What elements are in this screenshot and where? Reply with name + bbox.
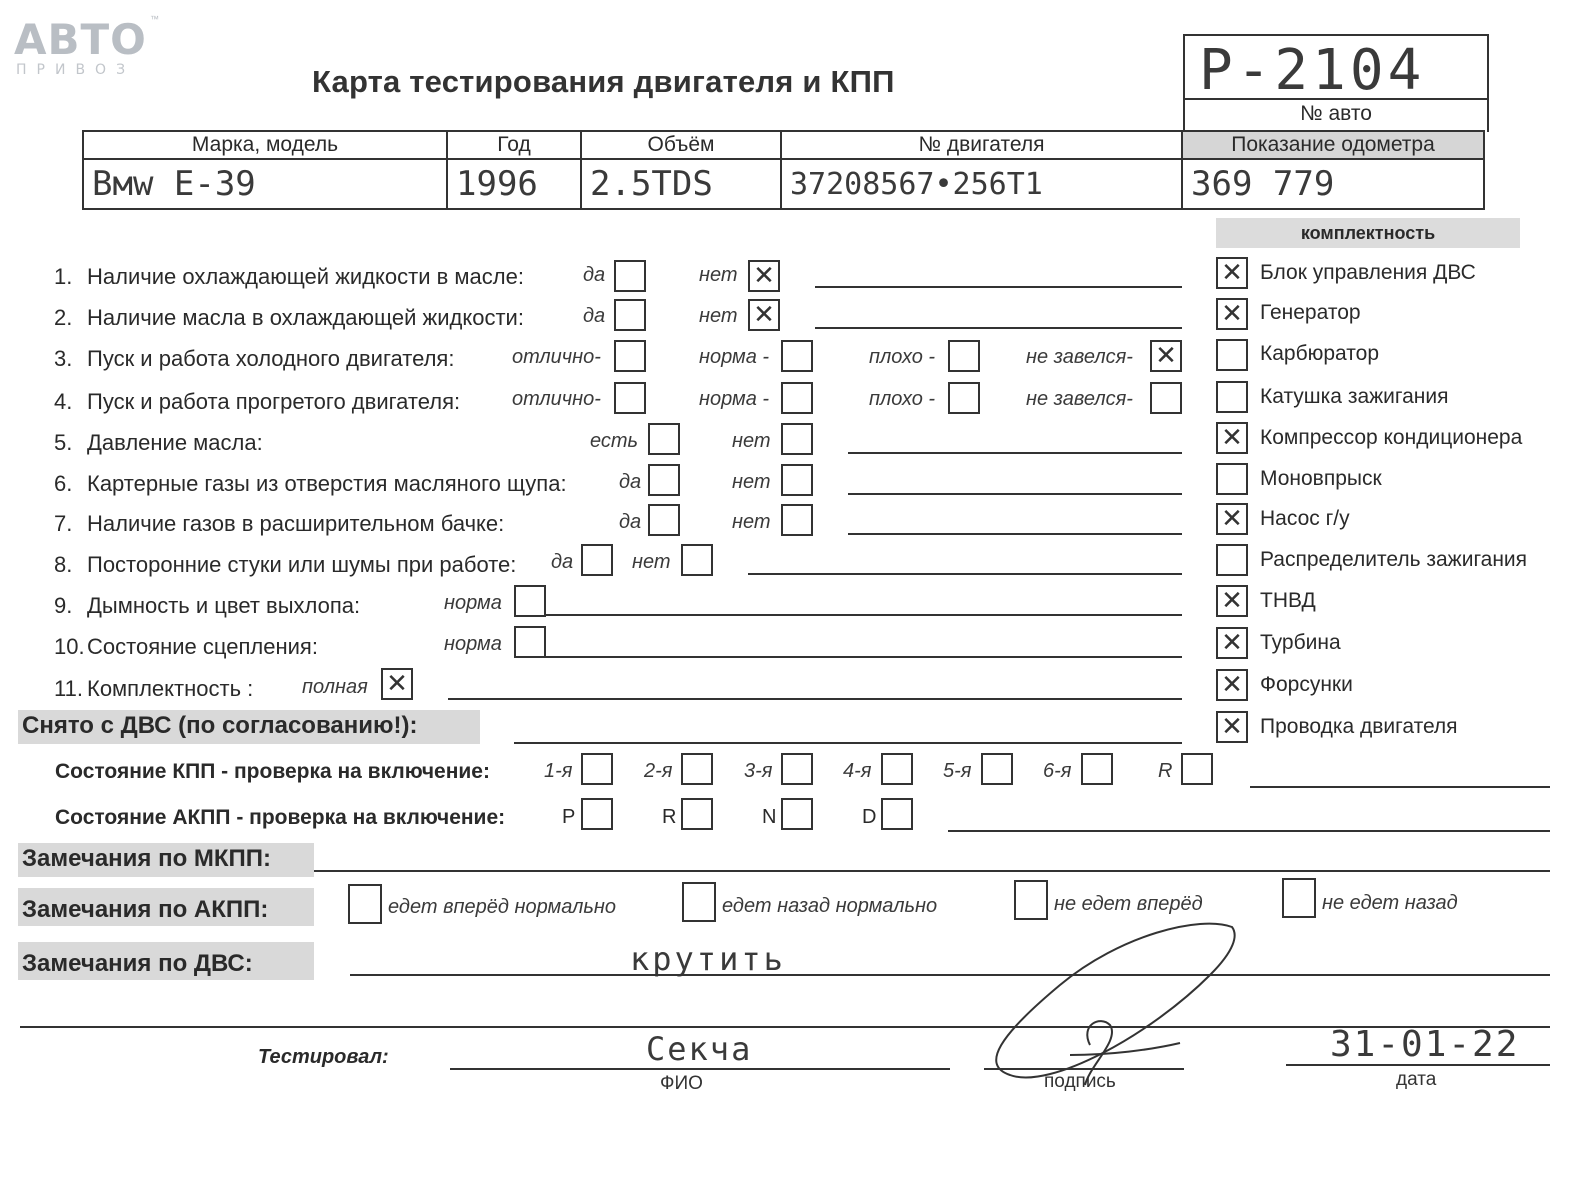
question-text: Наличие масла в охлаждающей жидкости: <box>87 305 524 330</box>
komplekt-checkbox-checked[interactable]: ✕ <box>1216 585 1248 617</box>
gear-checkbox[interactable] <box>681 753 713 785</box>
komplekt-item-label: Насос г/у <box>1260 507 1350 530</box>
komplektnost-title: комплектность <box>1216 218 1520 248</box>
akpp-comment-line <box>948 830 1550 832</box>
option-label: нет <box>632 551 671 573</box>
kpp-comment-line <box>1250 786 1550 788</box>
header-make-model: Марка, модель <box>83 131 447 159</box>
komplekt-checkbox-checked[interactable]: ✕ <box>1216 257 1248 289</box>
auto-number-divider <box>1185 98 1487 100</box>
akpp-remark-option: не едет вперёд <box>1054 893 1203 915</box>
akpp-mode-label: N <box>762 806 777 828</box>
option-label: да <box>619 511 642 533</box>
gear-label: 6-я <box>1043 760 1072 782</box>
question-number: 7. <box>54 511 73 536</box>
checkbox[interactable] <box>1150 382 1182 414</box>
akpp-remark-option: не едет назад <box>1322 892 1458 914</box>
option-label: отлично- <box>512 346 601 368</box>
question-text: Пуск и работа прогретого двигателя: <box>87 389 461 414</box>
company-logo <box>14 14 159 78</box>
value-make-model: Вмw E-39 <box>83 159 447 209</box>
akpp-mode-label: P <box>562 806 576 828</box>
komplekt-checkbox-checked[interactable]: ✕ <box>1216 503 1248 535</box>
option-label: плохо - <box>869 346 936 368</box>
akpp-remark-checkbox[interactable] <box>1014 880 1048 920</box>
option-label: отлично- <box>512 388 601 410</box>
option-label: да <box>583 264 606 286</box>
komplekt-checkbox-checked[interactable]: ✕ <box>1216 627 1248 659</box>
checkbox[interactable] <box>614 382 646 414</box>
option-label: плохо - <box>869 388 936 410</box>
question-number: 3. <box>54 346 73 371</box>
komplekt-item-label: Катушка зажигания <box>1260 385 1449 408</box>
comment-line <box>748 573 1182 575</box>
value-year: 1996 <box>447 159 581 209</box>
comment-line <box>448 698 1182 700</box>
vehicle-info-header-row <box>83 131 1484 159</box>
gear-checkbox[interactable] <box>581 753 613 785</box>
option-label: не завелся- <box>1026 346 1133 368</box>
akpp-check-label: Состояние АКПП - проверка на включение: <box>55 806 506 829</box>
header-odometer: Показание одометра <box>1182 131 1484 159</box>
dvs-remarks-label: Замечания по ДВС: <box>22 950 253 977</box>
komplekt-checkbox-checked[interactable]: ✕ <box>1216 298 1248 330</box>
komplekt-item-label: Турбина <box>1260 631 1341 654</box>
checkbox[interactable] <box>514 585 546 617</box>
gear-label: 1-я <box>544 760 573 782</box>
comment-line <box>848 493 1182 495</box>
header-volume: Объём <box>581 131 781 159</box>
date-label: дата <box>1396 1069 1437 1090</box>
dvs-remarks-line <box>350 974 1550 976</box>
option-label: нет <box>699 305 738 327</box>
logo-trademark: ™ <box>150 14 159 24</box>
checkbox[interactable] <box>581 544 613 576</box>
question-text: Наличие газов в расширительном бачке: <box>87 511 505 536</box>
tested-by-label: Тестировал: <box>258 1046 389 1068</box>
option-label: норма - <box>699 346 770 368</box>
akpp-mode-checkbox[interactable] <box>581 798 613 830</box>
signature-label: подпись <box>1044 1071 1116 1092</box>
option-label: норма <box>444 633 502 655</box>
gear-checkbox[interactable] <box>1081 753 1113 785</box>
komplekt-item-label: Компрессор кондиционера <box>1260 426 1523 449</box>
value-odometer: 369 779 <box>1182 159 1484 209</box>
gear-checkbox[interactable] <box>981 753 1013 785</box>
akpp-mode-label: D <box>862 806 877 828</box>
comment-line <box>815 286 1182 288</box>
checkbox[interactable] <box>781 464 813 496</box>
checkbox[interactable] <box>648 504 680 536</box>
auto-number-box <box>1183 34 1489 132</box>
logo-sub-text: ПРИВОЗ <box>16 62 136 78</box>
option-label: не завелся- <box>1026 388 1133 410</box>
option-label: да <box>583 305 606 327</box>
document-title: Карта тестирования двигателя и КПП <box>312 64 895 99</box>
komplekt-item-label: Блок управления ДВС <box>1260 261 1476 284</box>
question-number: 1. <box>54 264 73 289</box>
komplekt-checkbox[interactable] <box>1216 463 1248 495</box>
komplekt-item-label: Проводка двигателя <box>1260 715 1458 738</box>
checkbox[interactable] <box>948 340 980 372</box>
header-engine-number: № двигателя <box>781 131 1182 159</box>
gear-label: 3-я <box>744 760 773 782</box>
mkpp-remarks-label: Замечания по МКПП: <box>22 845 272 872</box>
question-text: Картерные газы из отверстия масляного щупа: <box>87 471 567 496</box>
akpp-remarks-label: Замечания по АКПП: <box>22 896 269 923</box>
comment-line <box>848 452 1182 454</box>
akpp-remark-option: едет вперёд нормально <box>388 896 617 918</box>
question-text: Посторонние стуки или шумы при работе: <box>87 552 517 577</box>
removed-line <box>514 742 1182 744</box>
checkbox[interactable] <box>514 626 546 658</box>
vehicle-info-value-row <box>83 159 1484 209</box>
comment-line <box>848 533 1182 535</box>
question-text: Давление масла: <box>87 430 263 455</box>
value-volume: 2.5TDS <box>581 159 781 209</box>
vehicle-info-table <box>82 130 1485 210</box>
checkbox-checked[interactable]: ✕ <box>381 668 413 700</box>
komplekt-item-label: Карбюратор <box>1260 342 1380 365</box>
komplekt-checkbox-checked[interactable]: ✕ <box>1216 711 1248 743</box>
question-number: 9. <box>54 593 73 618</box>
date-line <box>1286 1064 1550 1066</box>
question-number: 10. <box>54 634 85 659</box>
dvs-remark-value: крутить <box>630 940 786 978</box>
fio-line <box>450 1068 950 1070</box>
option-label: норма <box>444 592 502 614</box>
komplekt-checkbox[interactable] <box>1216 381 1248 413</box>
kpp-check-label: Состояние КПП - проверка на включение: <box>55 760 490 783</box>
checkbox-checked[interactable]: ✕ <box>748 299 780 331</box>
akpp-remark-checkbox[interactable] <box>1282 878 1316 918</box>
akpp-mode-checkbox[interactable] <box>881 798 913 830</box>
header-year: Год <box>447 131 581 159</box>
akpp-remark-checkbox[interactable] <box>348 884 382 924</box>
akpp-mode-checkbox[interactable] <box>781 798 813 830</box>
question-number: 6. <box>54 471 73 496</box>
question-text: Состояние сцепления: <box>87 634 318 659</box>
checkbox[interactable] <box>648 464 680 496</box>
checkbox[interactable] <box>781 423 813 455</box>
checkbox[interactable] <box>781 382 813 414</box>
fio-label: ФИО <box>660 1073 703 1094</box>
signature-line <box>984 1068 1184 1070</box>
gear-checkbox[interactable] <box>881 753 913 785</box>
option-label: нет <box>732 430 771 452</box>
value-engine-number: 37208567•256T1 <box>781 159 1182 209</box>
checkbox[interactable] <box>781 504 813 536</box>
option-label: полная <box>302 676 368 698</box>
comment-line <box>546 614 1182 616</box>
option-label: есть <box>590 430 639 452</box>
akpp-mode-checkbox[interactable] <box>681 798 713 830</box>
komplekt-checkbox[interactable] <box>1216 339 1248 371</box>
checkbox[interactable] <box>614 299 646 331</box>
komplekt-checkbox-checked[interactable]: ✕ <box>1216 422 1248 454</box>
gear-label: 2-я <box>644 760 673 782</box>
logo-main-text: АВТО <box>14 15 147 64</box>
option-label: нет <box>732 471 771 493</box>
gear-checkbox[interactable] <box>1181 753 1213 785</box>
gear-label: 5-я <box>943 760 972 782</box>
checkbox-checked[interactable]: ✕ <box>748 260 780 292</box>
komplekt-item-label: Распределитель зажигания <box>1260 548 1528 571</box>
removed-section-label: Снято с ДВС (по согласованию!): <box>22 712 418 739</box>
option-label: нет <box>732 511 771 533</box>
akpp-remark-checkbox[interactable] <box>682 882 716 922</box>
comment-line <box>546 656 1182 658</box>
question-text: Комплектность : <box>87 676 254 701</box>
question-number: 2. <box>54 305 73 330</box>
komplekt-item-label: ТНВД <box>1260 589 1316 612</box>
comment-line <box>815 327 1182 329</box>
option-label: да <box>551 551 574 573</box>
question-text: Наличие охлаждающей жидкости в масле: <box>87 264 524 289</box>
question-text: Дымность и цвет выхлопа: <box>87 593 361 618</box>
question-number: 5. <box>54 430 73 455</box>
akpp-mode-label: R <box>662 806 677 828</box>
komplekt-checkbox-checked[interactable]: ✕ <box>1216 669 1248 701</box>
komplekt-checkbox[interactable] <box>1216 544 1248 576</box>
gear-label: R <box>1158 760 1173 782</box>
checkbox[interactable] <box>681 544 713 576</box>
date-value: 31-01-22 <box>1330 1024 1520 1065</box>
gear-checkbox[interactable] <box>781 753 813 785</box>
checkbox[interactable] <box>614 340 646 372</box>
question-text: Пуск и работа холодного двигателя: <box>87 346 455 371</box>
akpp-remark-option: едет назад нормально <box>722 895 938 917</box>
auto-number-label: № авто <box>1300 102 1372 125</box>
option-label: норма - <box>699 388 770 410</box>
dvs-remarks-line-2 <box>20 1026 1550 1028</box>
checkbox-checked[interactable]: ✕ <box>1150 340 1182 372</box>
komplekt-item-label: Форсунки <box>1260 673 1353 696</box>
checkbox[interactable] <box>614 260 646 292</box>
mkpp-remarks-line <box>314 870 1550 872</box>
option-label: да <box>619 471 642 493</box>
komplekt-item-label: Моновпрыск <box>1260 467 1382 490</box>
fio-value: Секча <box>646 1030 753 1068</box>
question-number: 11. <box>54 676 83 701</box>
komplekt-item-label: Генератор <box>1260 301 1361 324</box>
checkbox[interactable] <box>648 423 680 455</box>
question-number: 8. <box>54 552 73 577</box>
checkbox[interactable] <box>781 340 813 372</box>
checkbox[interactable] <box>948 382 980 414</box>
option-label: нет <box>699 264 738 286</box>
gear-label: 4-я <box>843 760 872 782</box>
auto-number-value: P-2104 <box>1199 38 1426 103</box>
question-number: 4. <box>54 389 73 414</box>
